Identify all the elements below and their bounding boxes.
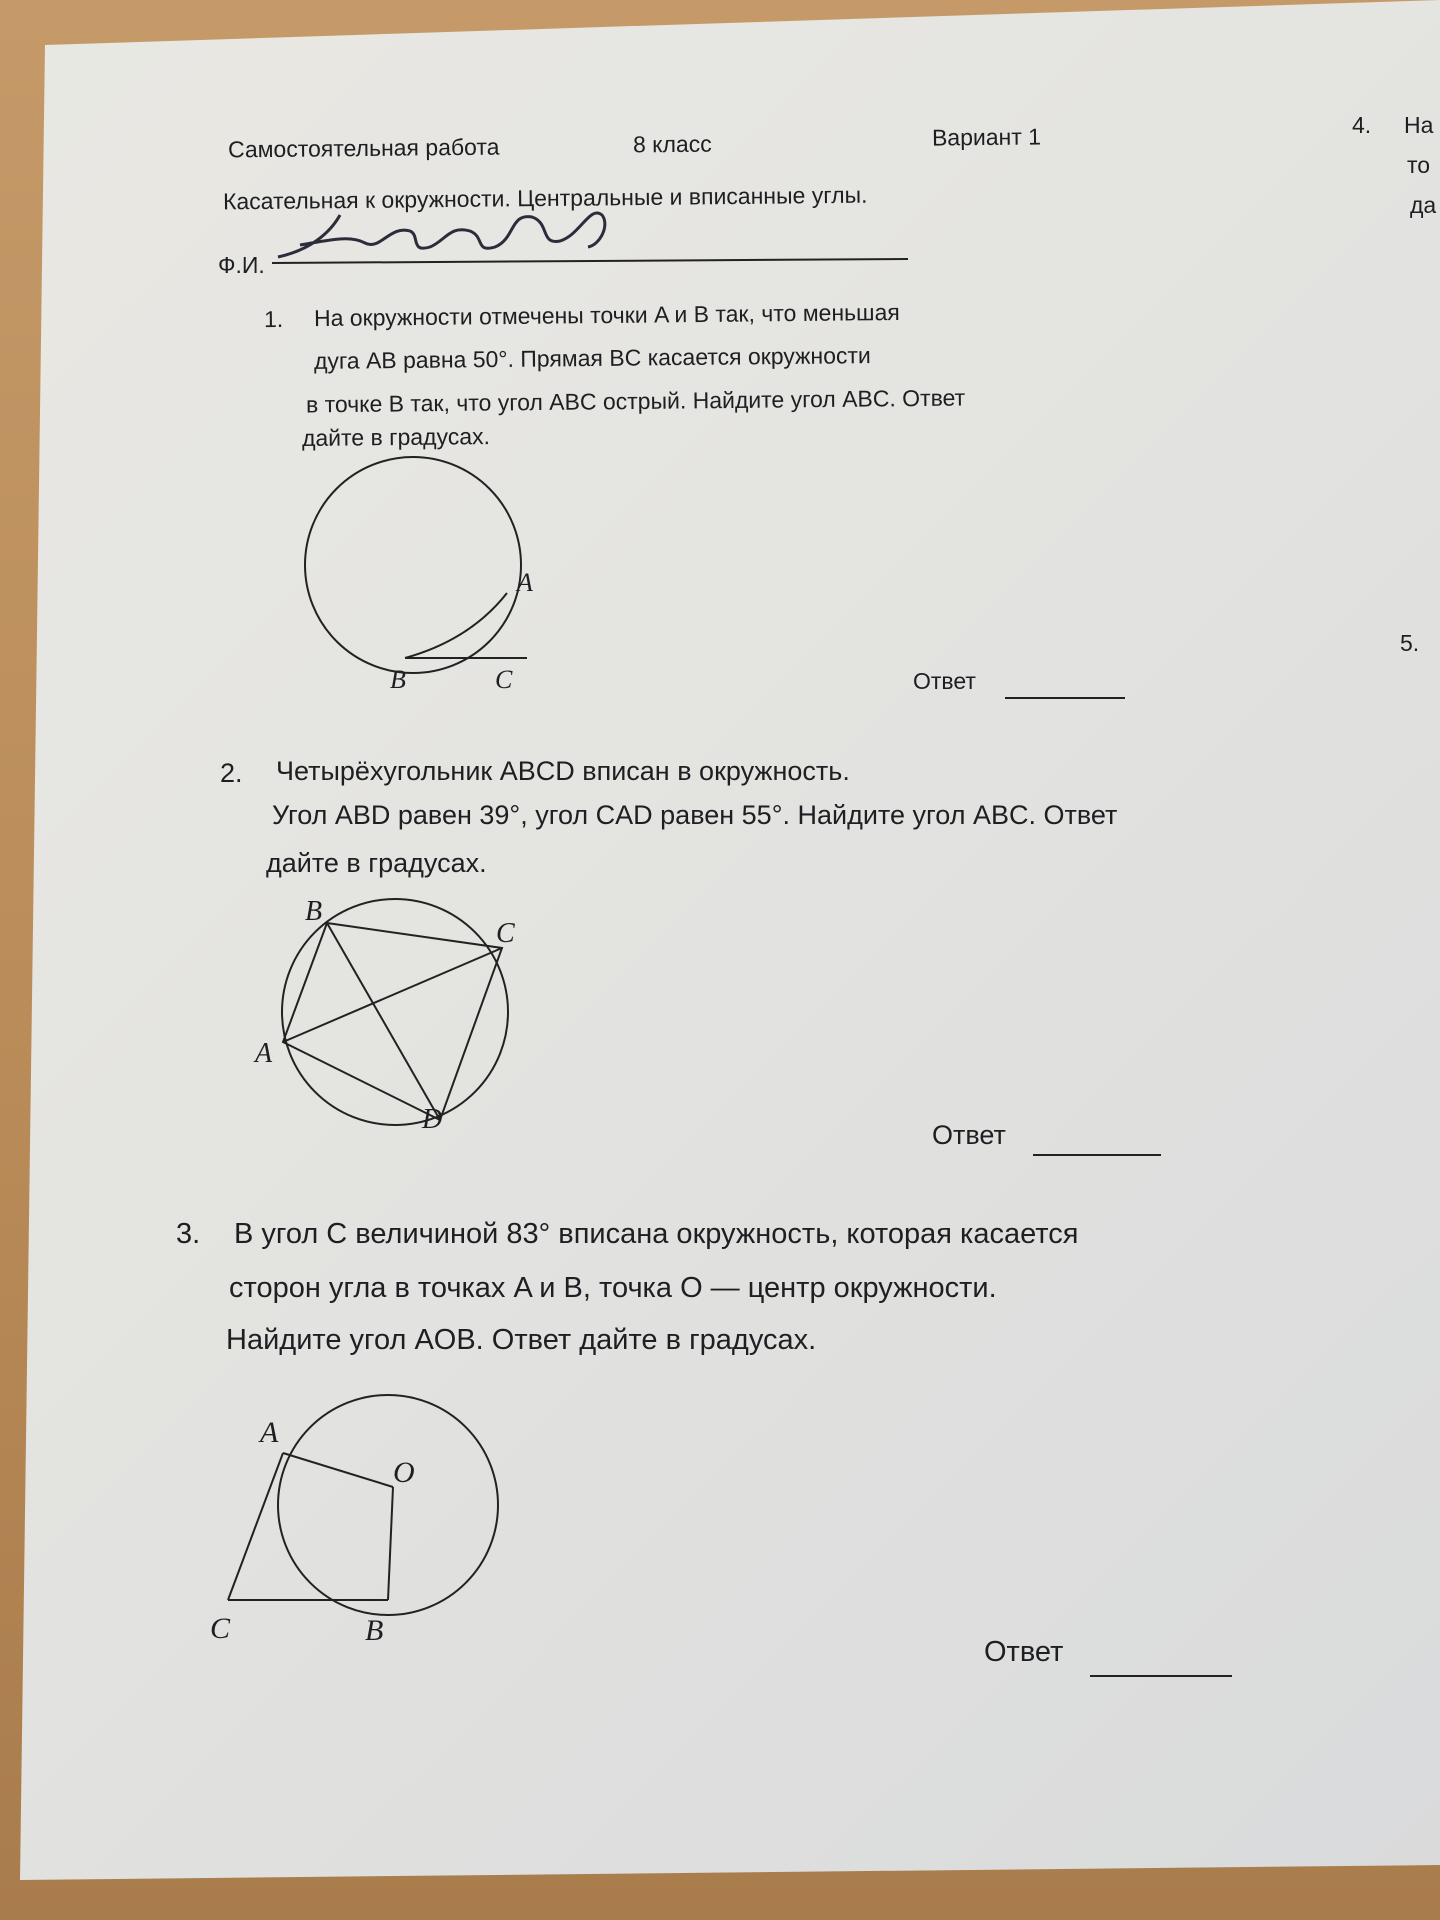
point-c-label: C bbox=[495, 665, 513, 694]
problem-1-number: 1. bbox=[263, 305, 284, 333]
problem-2-line-2: Угол ABD равен 39°, угол CAD равен 55°. Найдите угол ABC. Ответ bbox=[272, 800, 1118, 830]
circle bbox=[305, 457, 521, 673]
problem-2-answer-label: Ответ bbox=[932, 1120, 1006, 1150]
next-item-4-line-2: то bbox=[1407, 152, 1431, 178]
problem-1-answer-label: Ответ bbox=[913, 668, 976, 694]
point-d-label: D bbox=[422, 1104, 443, 1135]
problem-3-answer-field[interactable] bbox=[1090, 1675, 1232, 1677]
name-field bbox=[270, 195, 920, 285]
problem-2-number: 2. bbox=[220, 758, 243, 788]
problem-1-line-2: дуга AB равна 50°. Прямая BC касается окружности bbox=[313, 342, 871, 374]
handwritten-signature bbox=[278, 213, 605, 257]
problem-3-line-3: Найдите угол AOB. Ответ дайте в градусах. bbox=[226, 1324, 817, 1356]
problem-3-line-2: сторон угла в точках A и B, точка O — центр окружности. bbox=[229, 1272, 997, 1304]
radius-ob bbox=[388, 1487, 393, 1600]
name-underline bbox=[272, 259, 908, 263]
problem-1-answer-field[interactable] bbox=[1005, 697, 1125, 699]
point-b-label: B bbox=[305, 896, 323, 927]
topic-title: Касательная к окружности. Центральные и вписанные углы. bbox=[222, 181, 868, 215]
problem-3-answer-label: Ответ bbox=[984, 1636, 1064, 1668]
work-title: Самостоятельная работа bbox=[227, 133, 500, 163]
quadrilateral-abcd bbox=[283, 923, 502, 1120]
next-item-4-line-3: да bbox=[1410, 192, 1437, 218]
next-item-5-number: 5. bbox=[1400, 630, 1420, 656]
point-b-label: B bbox=[365, 1614, 384, 1647]
problem-3-number: 3. bbox=[176, 1218, 201, 1250]
problem-1-line-1: На окружности отмечены точки A и B так, что меньшая bbox=[313, 298, 900, 332]
side-ca bbox=[228, 1453, 283, 1600]
grade-label: 8 класс bbox=[632, 130, 712, 158]
point-a-label: A bbox=[517, 568, 533, 597]
point-a-label: A bbox=[260, 1416, 279, 1449]
problem-2-figure bbox=[250, 890, 540, 1140]
point-a-label: A bbox=[255, 1038, 273, 1069]
diagonal-bd bbox=[327, 923, 440, 1120]
point-b-label: B bbox=[390, 665, 406, 694]
point-o-label: O bbox=[393, 1456, 415, 1489]
problem-3-line-1: В угол C величиной 83° вписана окружность, которая касается bbox=[234, 1218, 1079, 1250]
problem-2-line-3: дайте в градусах. bbox=[266, 848, 487, 878]
next-item-4-line-1: На bbox=[1404, 112, 1434, 138]
point-c-label: C bbox=[496, 918, 515, 949]
problem-1-figure bbox=[295, 455, 565, 700]
problem-2-answer-field[interactable] bbox=[1033, 1154, 1161, 1156]
diagonal-ac bbox=[283, 948, 502, 1042]
radius-oa bbox=[283, 1453, 393, 1487]
variant-label: Вариант 1 bbox=[931, 123, 1042, 151]
name-label: Ф.И. bbox=[218, 252, 265, 278]
problem-2-line-1: Четырёхугольник ABCD вписан в окружность. bbox=[276, 756, 850, 786]
point-c-label: C bbox=[210, 1612, 231, 1645]
problem-3-figure bbox=[205, 1365, 515, 1655]
problem-1-line-3: в точке B так, что угол ABC острый. Найдите угол ABC. Ответ bbox=[305, 384, 966, 418]
next-item-4-number: 4. bbox=[1352, 112, 1372, 138]
problem-1-line-4: дайте в градусах. bbox=[301, 423, 491, 451]
chord-ab bbox=[405, 593, 507, 658]
